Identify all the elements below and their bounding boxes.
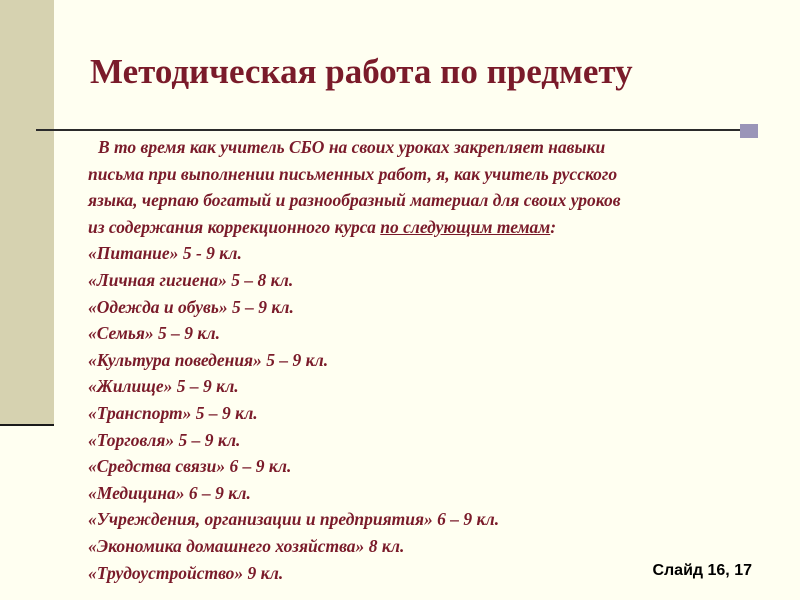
topic-grades: 5 – 9 кл.	[195, 402, 258, 423]
topic-grades: 5 – 9 кл.	[153, 323, 220, 344]
intro-line: письма при выполнении письменных работ, я, как учитель русского	[88, 163, 618, 184]
topic-name: «Транспорт»	[88, 402, 196, 423]
topic-grades: 8 кл.	[364, 535, 405, 556]
topic-grades: 6 – 9 кл.	[225, 456, 292, 477]
list-item	[88, 373, 778, 400]
intro-underlined-text: по следующим темам	[380, 216, 551, 237]
topic-grades: 5 - 9 кл.	[178, 243, 242, 264]
left-decorative-panel	[0, 0, 54, 424]
topic-grades: 6 – 9 кл.	[432, 509, 500, 530]
slide-title: Методическая работа по предмету	[90, 52, 633, 91]
list-item	[88, 240, 778, 267]
left-panel-divider	[0, 424, 54, 426]
list-item	[88, 267, 778, 294]
list-item	[88, 400, 778, 427]
intro-line: языка, черпаю богатый и разнообразный материал для своих уроков	[88, 190, 621, 211]
title-divider	[36, 129, 748, 131]
slide-body	[88, 134, 778, 586]
topic-name: «Культура поведения»	[88, 349, 262, 370]
topic-list	[88, 240, 778, 586]
topic-name: «Средства связи»	[88, 456, 226, 477]
topic-grades: 5 – 9 кл.	[172, 376, 239, 397]
topic-name: «Жилище»	[88, 376, 173, 397]
list-item	[88, 294, 778, 321]
topic-name: «Трудоустройство»	[88, 562, 244, 583]
slide-number: Слайд 16, 17	[652, 562, 752, 579]
list-item	[88, 320, 778, 347]
intro-colon: :	[550, 216, 557, 237]
intro-line: В то время как учитель СБО на своих уроках закрепляет навыки	[98, 137, 606, 157]
list-item	[88, 533, 778, 560]
list-item	[88, 453, 778, 480]
topic-name: «Учреждения, организации и предприятия»	[88, 509, 433, 530]
topic-name: «Личная гигиена»	[88, 269, 232, 290]
list-item	[88, 347, 778, 374]
topic-grades: 6 – 9 кл.	[184, 482, 251, 503]
topic-grades: 5 – 9 кл.	[227, 296, 294, 317]
topic-name: «Одежда и обувь»	[88, 296, 228, 317]
list-item	[88, 506, 778, 533]
topic-name: «Торговля»	[88, 429, 175, 450]
topic-grades: 5 – 8 кл.	[231, 269, 294, 290]
topic-grades: 5 – 9 кл.	[261, 349, 329, 370]
topic-name: «Медицина»	[88, 482, 185, 503]
topic-grades: 5 – 9 кл.	[174, 429, 241, 450]
intro-line: из содержания коррекционного курса	[88, 216, 381, 237]
topic-name: «Экономика домашнего хозяйства»	[88, 535, 365, 556]
topic-name: «Питание»	[88, 243, 179, 264]
topic-name: «Семья»	[88, 323, 154, 344]
topic-grades: 9 кл.	[243, 562, 284, 583]
list-item	[88, 480, 778, 507]
list-item	[88, 427, 778, 454]
intro-paragraph	[88, 134, 778, 240]
